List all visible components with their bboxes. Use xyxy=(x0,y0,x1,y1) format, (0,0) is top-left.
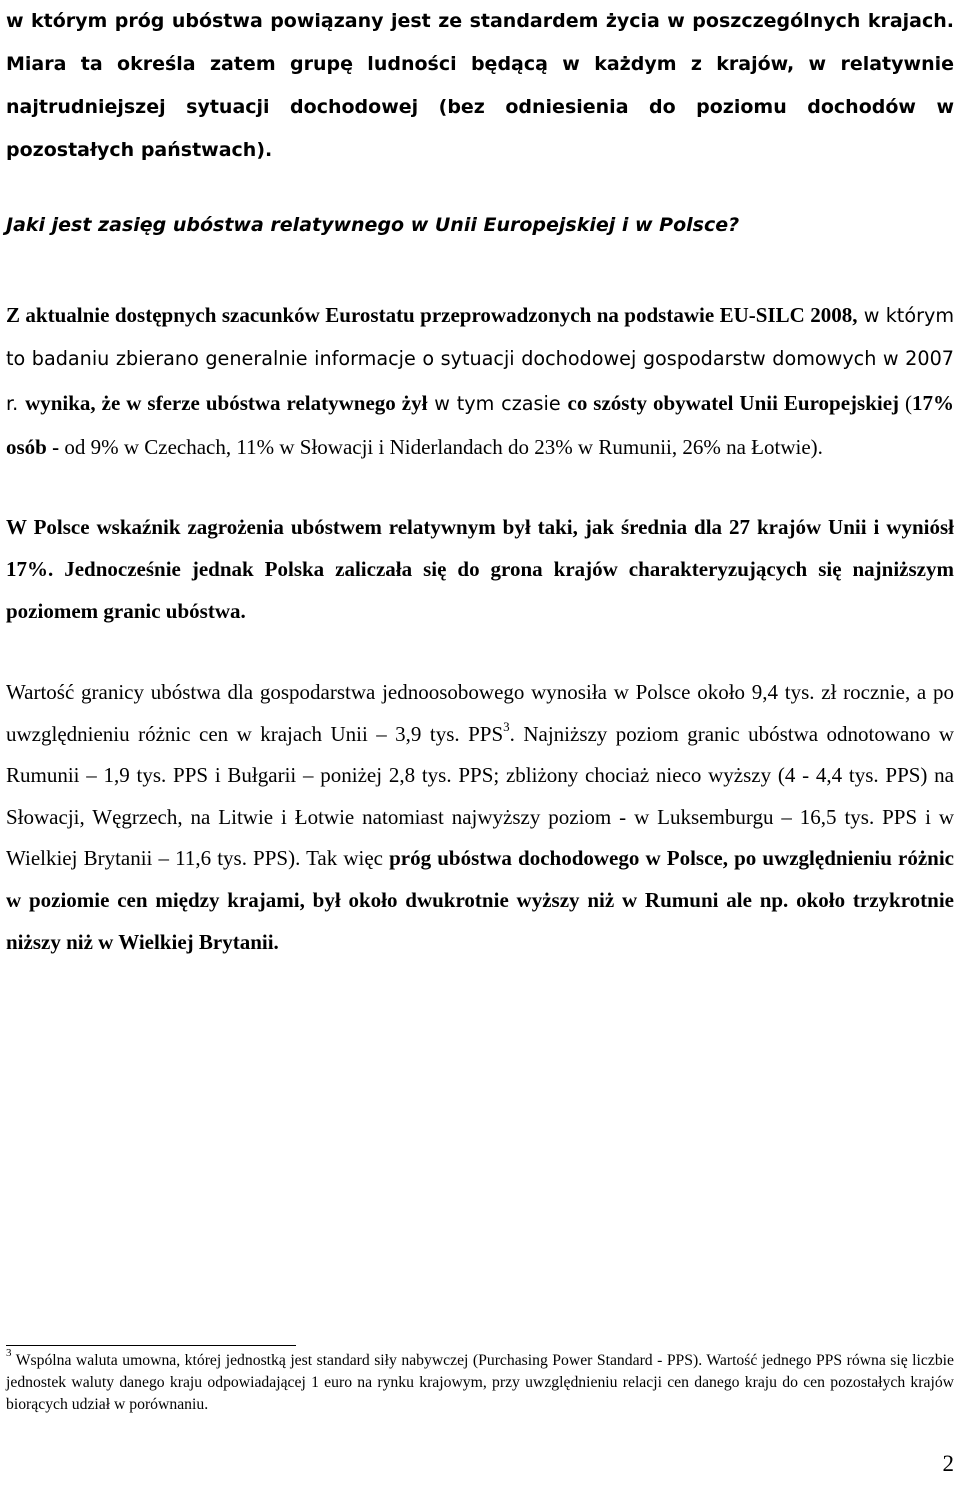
eurostat-share-text: co szósty obywatel Unii Europejskiej xyxy=(567,390,900,415)
footnote-separator xyxy=(6,1345,296,1346)
intro-paragraph: w którym próg ubóstwa powiązany jest ze standardem życia w poszczególnych krajach. Miara ta określa zatem grupę ludności będącą w każdym z krajów, w relatywnie najtrudniejszej sytuacji dochodowej (bez odniesienia do poziomu dochodów w pozostałych państwach). xyxy=(6,10,954,161)
eurostat-percent-text: 17% osób - xyxy=(6,390,955,459)
eurostat-finding-text: wynika, że w sferze ubóstwa relatywnego żył xyxy=(25,390,428,415)
eurostat-paren-open: ( xyxy=(899,390,913,415)
threshold-conclusion-text: próg ubóstwa dochodowego w Polsce, po uwzględnieniu różnic w poziomie cen między krajami, był około dwukrotnie wyższy niż w Rumuni ale np. około trzykrotnie niższy niż w Wielkiej Brytanii. xyxy=(6,846,954,954)
poverty-threshold-paragraph xyxy=(6,672,954,963)
poland-paragraph: W Polsce wskaźnik zagrożenia ubóstwem relatywnym był taki, jak średnia dla 27 krajów Unii i wyniósł 17%. Jednocześnie jednak Polska zaliczała się do grona krajów charakteryzujących się najniższym poziomem granic ubóstwa. xyxy=(6,515,954,623)
footnote-reference[interactable]: 3 xyxy=(503,718,510,734)
eurostat-lead-text: Z aktualnie dostępnych szacunków Eurostatu przeprowadzonych na podstawie EU-SILC 2008, xyxy=(6,303,858,327)
eurostat-time-text: w tym czasie xyxy=(427,391,568,415)
eurostat-survey-text: w którym to badaniu zbierano generalnie informacje o sytuacji dochodowej gospodarstw domowych w 2007 r. xyxy=(6,304,955,415)
footnote xyxy=(6,1346,954,1416)
page-number: 2 xyxy=(942,1451,954,1476)
section-heading: Jaki jest zasięg ubóstwa relatywnego w Unii Europejskiej i w Polsce? xyxy=(6,214,740,236)
eurostat-range-text: od 9% w Czechach, 11% w Słowacji i Niderlandach do 23% w Rumunii, 26% na Łotwie). xyxy=(59,434,823,459)
footnote-marker: 3 xyxy=(6,1346,12,1359)
footnote-text: Wspólna waluta umowna, której jednostką jest standard siły nabywczej (Purchasing Power Standard - PPS). Wartość jednego PPS równa się liczbie jednostek waluty danego kraju odpowiadającej 1 euro na rynku krajowym, przy uwzględnieniu relacji cen danego kraju do cen pozostałych krajów biorących udział w porównaniu. xyxy=(6,1352,954,1413)
threshold-comparison-text: . Najniższy poziom granic ubóstwa odnotowano w Rumunii – 1,9 tys. PPS i Bułgarii – poniżej 2,8 tys. PPS; zbliżony chociaż nieco wyższy (4 - 4,4 tys. PPS) na Słowacji, Węgrzech, na Litwie i Łotwie natomiast najwyższy poziom - w Luksemburgu – 16,5 tys. PPS i w Wielkiej Brytanii – 11,6 tys. PPS). Tak więc xyxy=(6,721,954,871)
eurostat-paragraph xyxy=(6,294,954,470)
threshold-text: Wartość granicy ubóstwa dla gospodarstwa jednoosobowego wynosiła w Polsce około 9,4 tys. zł rocznie, a po uwzględnieniu różnic cen w krajach Unii – 3,9 tys. PPS xyxy=(6,680,954,746)
